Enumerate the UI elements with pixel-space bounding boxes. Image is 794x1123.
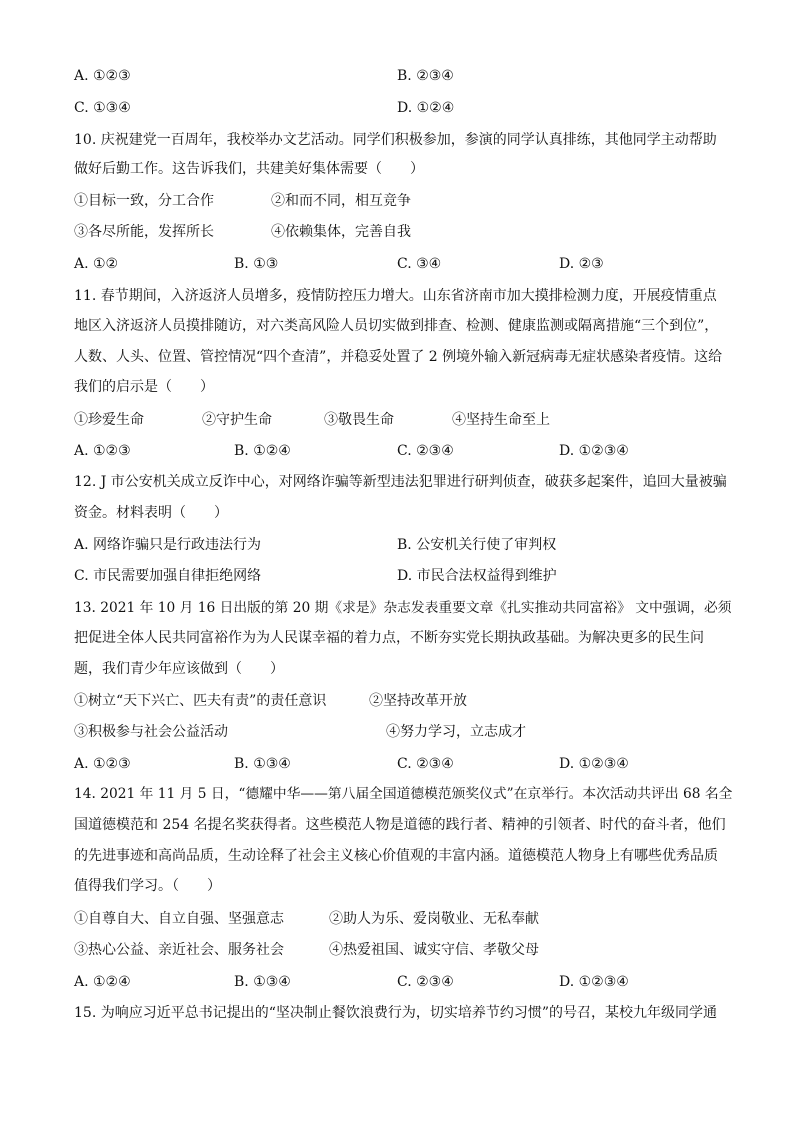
choice-d[interactable]: D. ①②④	[397, 100, 455, 116]
statement-3: ③热心公益、亲近社会、服务社会	[74, 942, 284, 958]
q9-options-row1	[74, 66, 734, 86]
choice-a[interactable]: A. ①②③	[74, 68, 131, 84]
statement-2: ②坚持改革开放	[369, 693, 467, 709]
statement-4: ④依赖集体，完善自我	[271, 224, 411, 240]
q14-stem-line4: 值得我们学习。（ ）	[74, 878, 221, 894]
q13-statements-row2	[74, 722, 734, 742]
q9-options-row2	[74, 98, 734, 118]
choice-b[interactable]: B. ①③④	[234, 756, 291, 772]
statement-3: ③积极参与社会公益活动	[74, 724, 228, 740]
q12-options-row2	[74, 566, 734, 586]
q10-stem-line1: 10. 庆祝建党一百周年，我校举办文艺活动。同学们积极参加，参演的同学认真排练，其他同学主动帮助	[74, 132, 717, 148]
choice-c[interactable]: C. ②③④	[397, 974, 454, 990]
q10-stem-line2: 做好后勤工作。这告诉我们，共建美好集体需要（ ）	[74, 161, 424, 177]
choice-c[interactable]: C. ①③④	[74, 100, 131, 116]
statement-1: ①树立“天下兴亡、匹夫有责”的责任意识	[74, 693, 327, 709]
choice-d[interactable]: D. ②③	[559, 256, 604, 272]
q12-stem-line2: 资金。材料表明（ ）	[74, 505, 228, 521]
choice-c[interactable]: C. ②③④	[397, 443, 454, 459]
q15-stem-line1: 15. 为响应习近平总书记提出的“坚决制止餐饮浪费行为，切实培养节约习惯”的号召，某校九年级同学通	[74, 1005, 718, 1021]
statement-4: ④热爱祖国、诚实守信、孝敬父母	[329, 942, 539, 958]
choice-b[interactable]: B. ①②④	[234, 443, 291, 459]
q14-stem-line1: 14. 2021 年 11 月 5 日，“德耀中华——第八届全国道德模范颁奖仪式”在京举行。本次活动共评出 68 名全	[74, 786, 733, 802]
choice-d[interactable]: D. 市民合法权益得到维护	[397, 568, 557, 584]
choice-c[interactable]: C. ②③④	[397, 756, 454, 772]
statement-2: ②和而不同，相互竞争	[271, 193, 411, 209]
choice-a[interactable]: A. 网络诈骗只是行政违法行为	[74, 537, 262, 553]
q14-stem-line2: 国道德模范和 254 名提名奖获得者。这些模范人物是道德的践行者、精神的引领者、时代的奋斗者，他们	[74, 817, 726, 833]
choice-a[interactable]: A. ①②④	[74, 974, 131, 990]
choice-a[interactable]: A. ①②	[74, 256, 119, 272]
q11-choices	[74, 441, 734, 461]
q14-statements-row1	[74, 909, 734, 929]
q10-statements-row1	[74, 191, 734, 211]
q13-statements-row1	[74, 691, 734, 711]
q11-stem-line1: 11. 春节期间，入济返济人员增多，疫情防控压力增大。山东省济南市加大摸排检测力度，开展疫情重点	[74, 288, 717, 304]
q10-choices	[74, 254, 734, 274]
statement-1: ①自尊自大、自立自强、坚强意志	[74, 911, 284, 927]
q13-choices	[74, 754, 734, 774]
q11-stem-line3: 人数、人头、位置、管控情况“四个查清”，并稳妥处置了 2 例境外输入新冠病毒无症状感染者疫情。这给	[74, 349, 723, 365]
statement-4: ④坚持生命至上	[452, 412, 550, 428]
choice-b[interactable]: B. ①③	[234, 256, 279, 272]
choice-d[interactable]: D. ①②③④	[559, 974, 629, 990]
q14-choices	[74, 972, 734, 992]
statement-3: ③各尽所能，发挥所长	[74, 224, 214, 240]
statement-4: ④努力学习，立志成才	[386, 724, 526, 740]
choice-d[interactable]: D. ①②③④	[559, 443, 629, 459]
q14-statements-row2	[74, 940, 734, 960]
q11-stem-line2: 地区入济返济人员摸排随访，对六类高风险人员切实做到排查、检测、健康监测或隔离措施“三个到位”，	[74, 318, 719, 334]
q12-options-row1	[74, 535, 734, 555]
q13-stem-line3: 题，我们青少年应该做到（ ）	[74, 661, 284, 677]
statement-3: ③敬畏生命	[324, 412, 394, 428]
q12-stem-line1: 12. J 市公安机关成立反诈中心，对网络诈骗等新型违法犯罪进行研判侦查，破获多起案件，追回大量被骗	[74, 474, 727, 490]
statement-2: ②助人为乐、爱岗敬业、无私奉献	[329, 911, 539, 927]
q13-stem-line2: 把促进全体人民共同富裕作为为人民谋幸福的着力点，不断夯实党长期执政基础。为解决更多的民生问	[74, 630, 704, 646]
q13-stem-line1: 13. 2021 年 10 月 16 日出版的第 20 期《求是》杂志发表重要文章《扎实推动共同富裕》 文中强调，必须	[74, 600, 732, 616]
choice-b[interactable]: B. 公安机关行使了审判权	[397, 537, 557, 553]
statement-1: ①珍爱生命	[74, 412, 144, 428]
choice-b[interactable]: B. ①③④	[234, 974, 291, 990]
q10-statements-row2	[74, 222, 734, 242]
choice-c[interactable]: C. 市民需要加强自律拒绝网络	[74, 568, 262, 584]
statement-2: ②守护生命	[202, 412, 272, 428]
choice-a[interactable]: A. ①②③	[74, 443, 131, 459]
choice-d[interactable]: D. ①②③④	[559, 756, 629, 772]
choice-c[interactable]: C. ③④	[397, 256, 442, 272]
q14-stem-line3: 的先进事迹和高尚品质，生动诠释了社会主义核心价值观的丰富内涵。道德模范人物身上有哪些优秀品质	[74, 848, 718, 864]
choice-a[interactable]: A. ①②③	[74, 756, 131, 772]
q11-stem-line4: 我们的启示是（ ）	[74, 379, 214, 395]
q11-statements	[74, 410, 734, 430]
choice-b[interactable]: B. ②③④	[397, 68, 454, 84]
statement-1: ①目标一致，分工合作	[74, 193, 214, 209]
